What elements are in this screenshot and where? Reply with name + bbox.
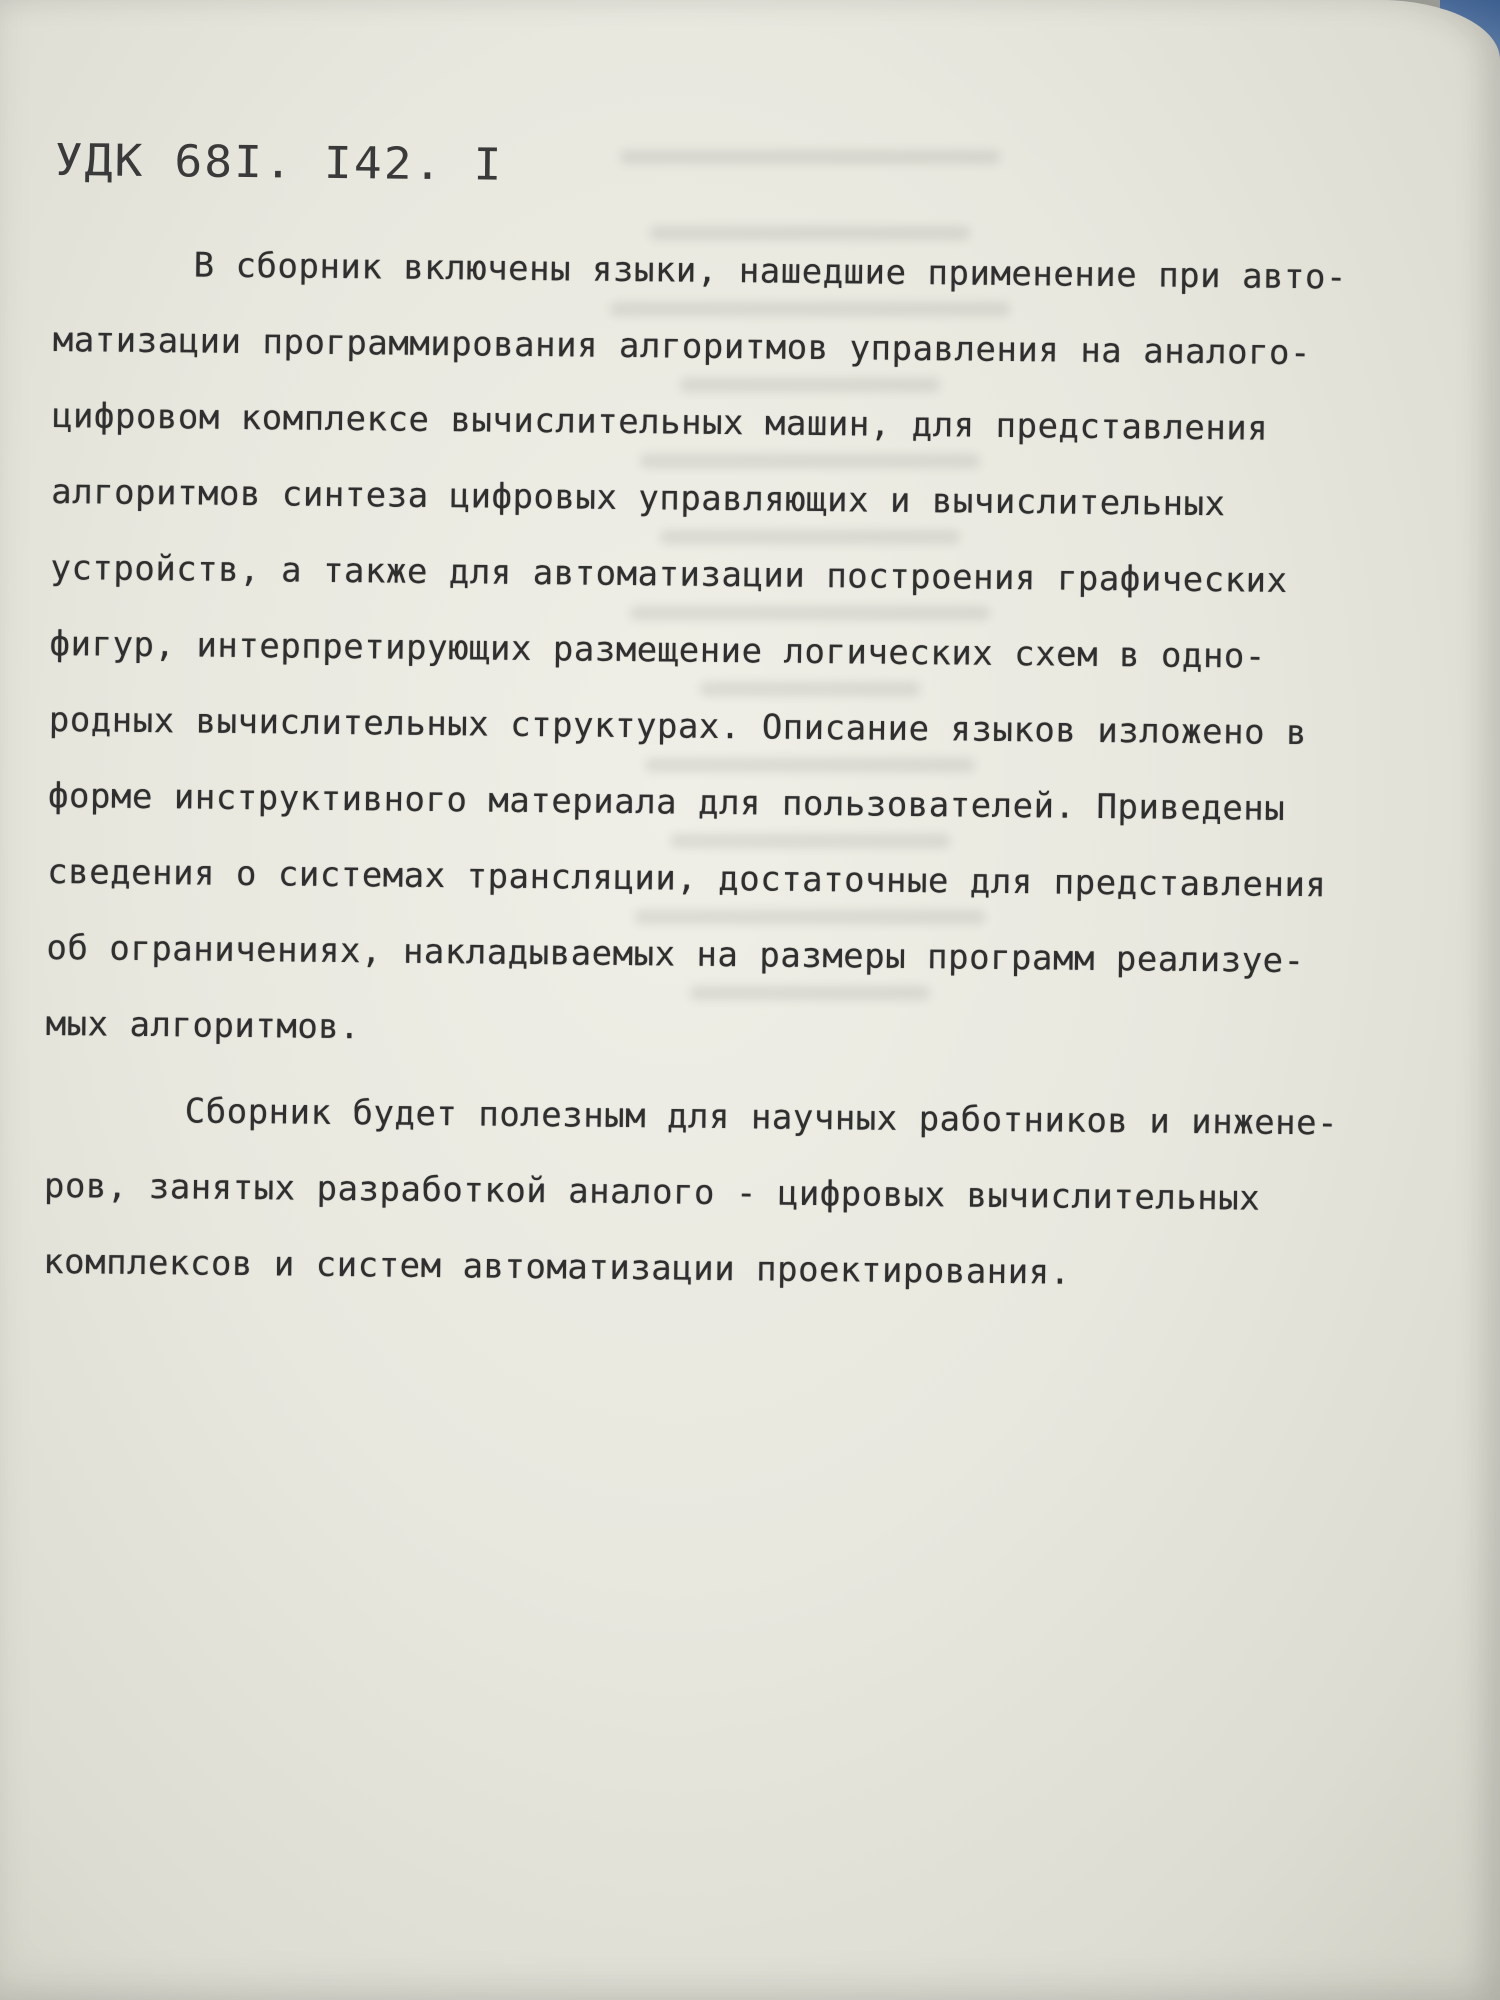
text-line: матизации программирования алгоритмов управления на аналого- bbox=[52, 319, 1312, 374]
text-line: родных вычислительных структурах. Описание языков изложено в bbox=[48, 699, 1308, 754]
audience-paragraph bbox=[43, 1072, 1445, 1315]
document-body bbox=[43, 135, 1455, 1315]
text-line: мых алгоритмов. bbox=[45, 1003, 361, 1048]
text-line: алгоритмов синтеза цифровых управляющих и вычислительных bbox=[51, 471, 1226, 525]
text-line: комплексов и систем автоматизации проектирования. bbox=[42, 1241, 1071, 1293]
abstract-paragraph bbox=[45, 226, 1454, 1077]
text-line: фигур, интерпретирующих размещение логических схем в одно- bbox=[49, 623, 1267, 677]
text-line: ров, занятых разработкой аналого - цифровых вычислительных bbox=[43, 1165, 1261, 1219]
text-line: Сборник будет полезным для научных работников и инжене- bbox=[184, 1091, 1339, 1144]
text-line: цифровом комплексе вычислительных машин, для представления bbox=[51, 395, 1269, 449]
udc-code: УДК 68I. I42. I bbox=[54, 135, 504, 191]
text-line: устройств, а также для автоматизации построения графических bbox=[50, 547, 1288, 601]
text-line: форме инструктивного материала для пользователей. Приведены bbox=[47, 775, 1286, 829]
text-line: об ограничениях, накладываемых на размеры программ реализуе- bbox=[46, 927, 1305, 982]
text-line: В сборник включены языки, нашедшие применение при авто- bbox=[193, 245, 1348, 298]
text-line: сведения о системах трансляции, достаточные для представления bbox=[47, 851, 1327, 906]
